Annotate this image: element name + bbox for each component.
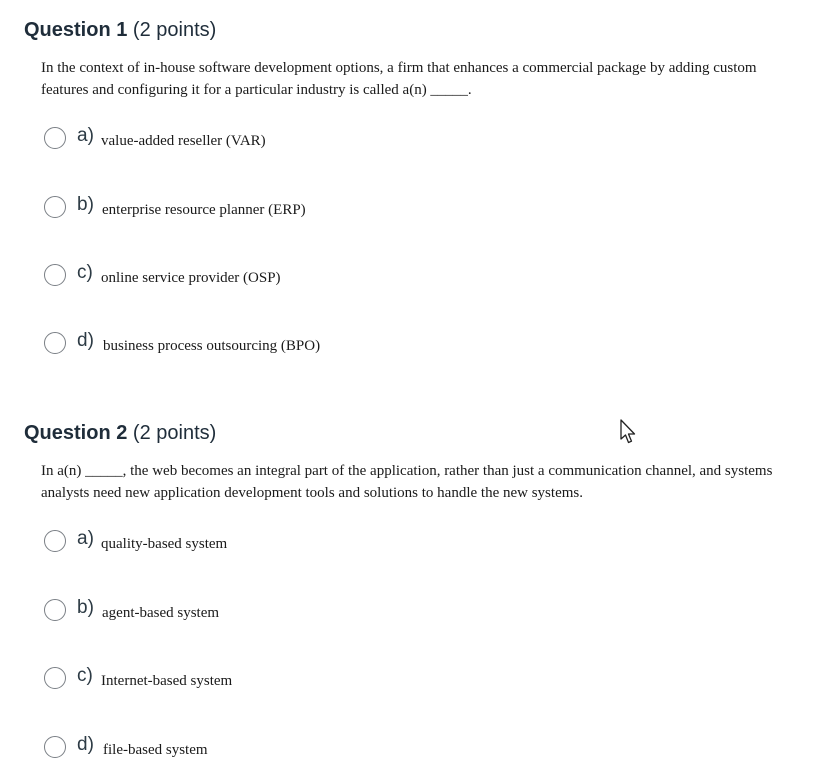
- option-a[interactable]: [44, 530, 444, 560]
- option-letter: c): [77, 262, 93, 283]
- option-letter: d): [77, 734, 94, 755]
- option-a[interactable]: [44, 127, 444, 157]
- option-text[interactable]: file-based system: [103, 742, 208, 758]
- option-text[interactable]: value-added reseller (VAR): [101, 133, 266, 149]
- question-title: [24, 19, 216, 42]
- option-d[interactable]: [44, 736, 444, 766]
- radio-button[interactable]: [44, 599, 66, 621]
- option-text[interactable]: business process outsourcing (BPO): [103, 338, 321, 354]
- radio-button[interactable]: [44, 332, 66, 354]
- question-number: Question 2: [24, 422, 128, 444]
- radio-button[interactable]: [44, 530, 66, 552]
- option-letter: b): [77, 194, 94, 215]
- question-prompt: In a(n) _____, the web becomes an integral part of the application, rather than just a communication channel, and systems analysts need new application development tools and solutions to handle the new systems.: [41, 463, 773, 501]
- option-c[interactable]: [44, 667, 444, 697]
- option-d[interactable]: [44, 332, 444, 362]
- option-letter: b): [77, 597, 94, 618]
- option-text[interactable]: agent-based system: [102, 605, 220, 621]
- option-text[interactable]: online service provider (OSP): [101, 270, 281, 286]
- radio-button[interactable]: [44, 127, 66, 149]
- option-c[interactable]: [44, 264, 444, 294]
- question-prompt: In the context of in-house software development options, a firm that enhances a commercial package by adding custom features and configuring it for a particular industry is called a(n) _____.: [41, 60, 757, 98]
- option-b[interactable]: [44, 599, 444, 629]
- option-text[interactable]: Internet-based system: [101, 673, 233, 689]
- option-b[interactable]: [44, 196, 444, 226]
- radio-button[interactable]: [44, 667, 66, 689]
- option-letter: c): [77, 665, 93, 686]
- option-letter: d): [77, 330, 94, 351]
- radio-button[interactable]: [44, 196, 66, 218]
- question-points: (2 points): [132, 422, 217, 444]
- question-title: [24, 422, 216, 445]
- option-letter: a): [77, 528, 94, 549]
- question-points: (2 points): [132, 19, 217, 41]
- option-text[interactable]: quality-based system: [101, 536, 228, 552]
- mouse-pointer-icon: [619, 419, 639, 445]
- radio-button[interactable]: [44, 264, 66, 286]
- question-number: Question 1: [24, 19, 128, 41]
- radio-button[interactable]: [44, 736, 66, 758]
- option-text[interactable]: enterprise resource planner (ERP): [102, 202, 306, 218]
- option-letter: a): [77, 125, 94, 146]
